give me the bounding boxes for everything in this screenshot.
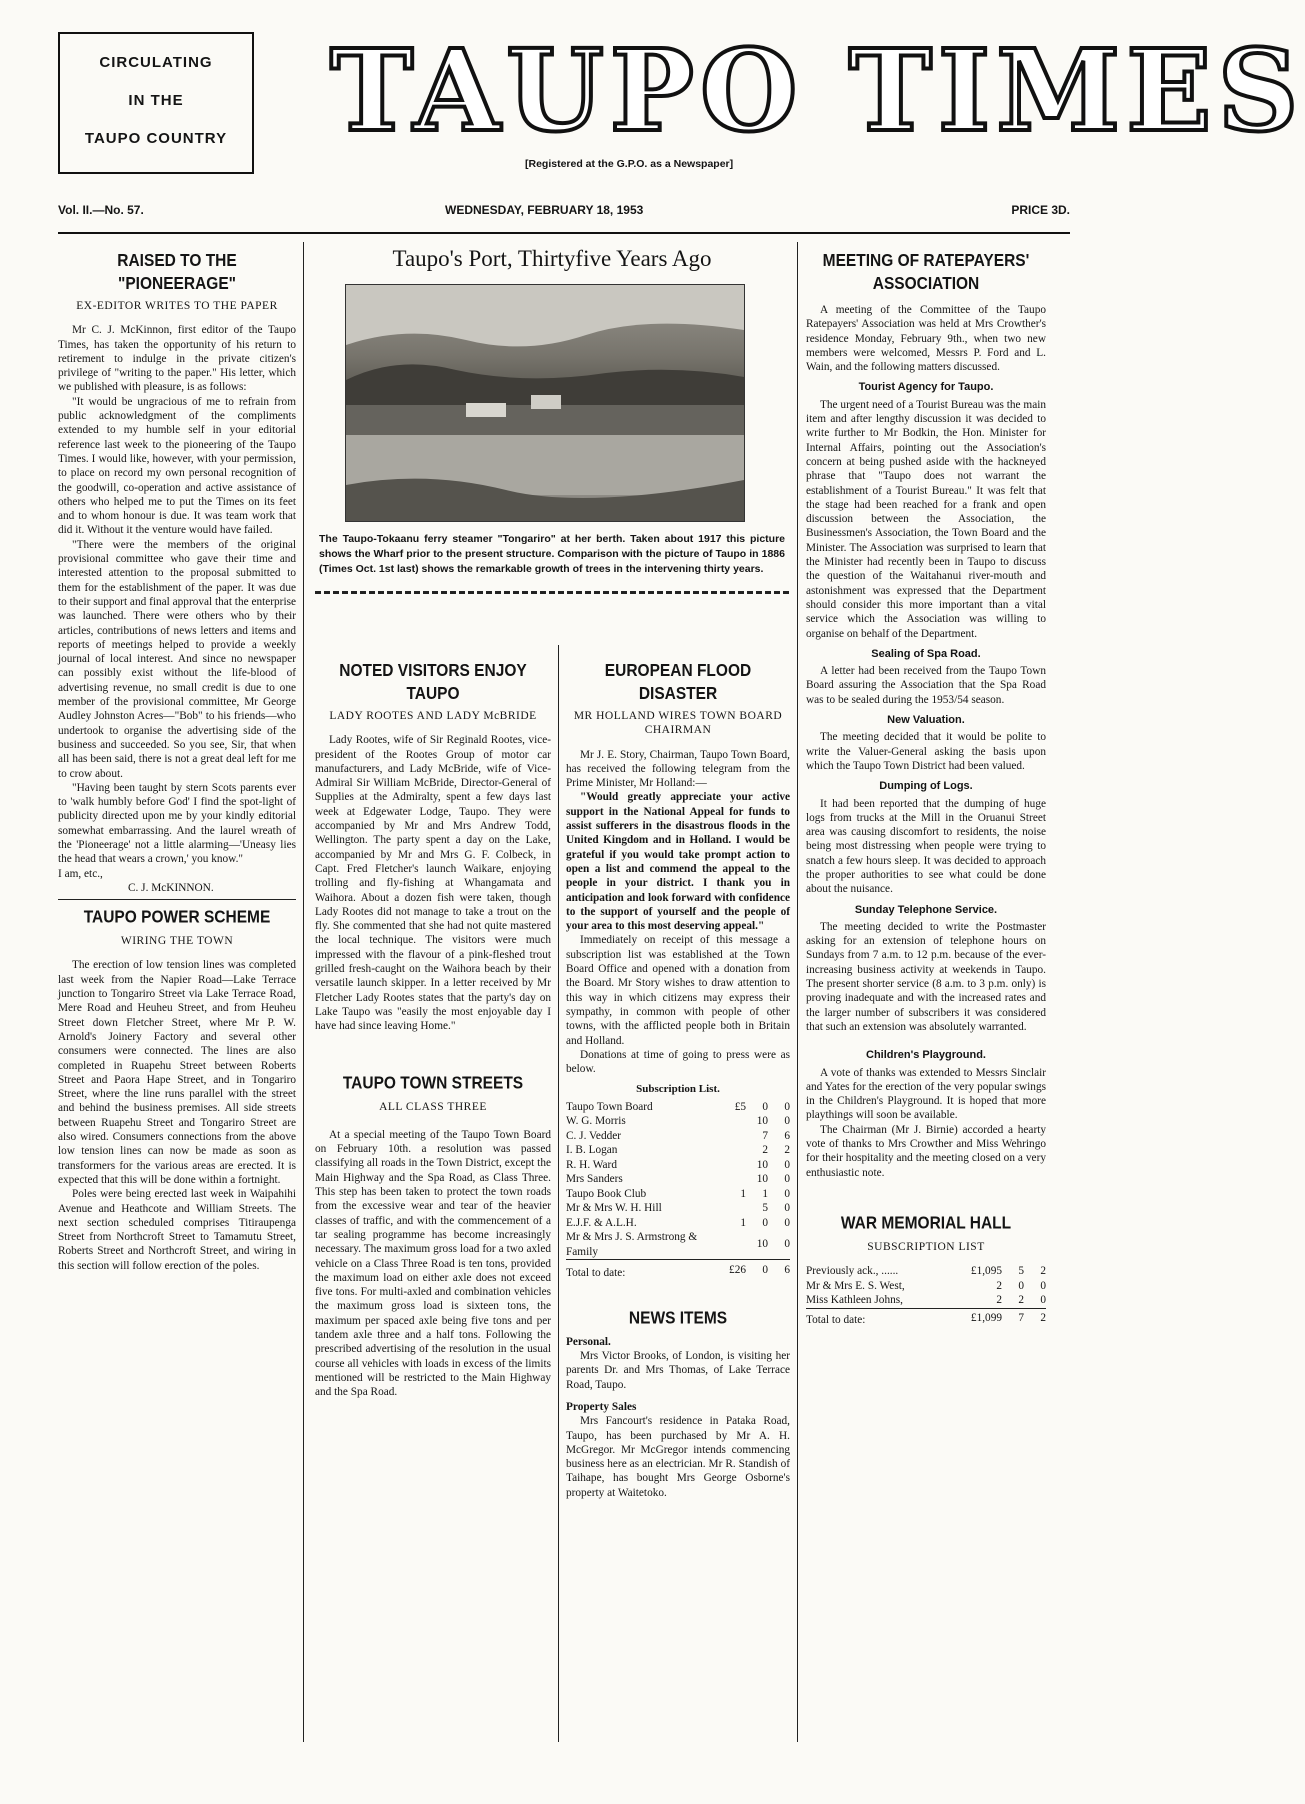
- price: PRICE 3D.: [1011, 203, 1070, 217]
- amount-pounds: [724, 1158, 746, 1173]
- total-row: [806, 1308, 1046, 1327]
- flood-subhead: MR HOLLAND WIRES TOWN BOARD CHAIRMAN: [573, 710, 783, 737]
- article-paragraph: A vote of thanks was extended to Messrs Sinclair and Yates for the erection of the very popular swings in the Children's Playground. It is hoped that more playthings will soon be available.: [806, 1066, 1046, 1122]
- amount-shillings: 0: [762, 1216, 768, 1229]
- shore: [346, 405, 744, 435]
- property-heading: Property Sales: [566, 1400, 637, 1413]
- divider: [58, 899, 296, 900]
- amount-pounds: [724, 1129, 746, 1144]
- amount-shillings: 5: [1018, 1265, 1024, 1278]
- amount-pence: 0: [784, 1158, 790, 1171]
- section-heading: Sunday Telephone Service.: [854, 903, 998, 916]
- article-paragraph: The meeting decided to write the Postmaster asking for an extension of telephone hours on Sundays from 7 a.m. to 12 p.m. because of the ever-increasing business activity at weekends in Taupo. The present shorter service (8 a.m. to 3 p.m. only) is proving inadequate and with the increased rates and the larger number of subscribers it was considered that such an extension was absolutely warranted.: [806, 920, 1046, 1033]
- table-row: [566, 1129, 790, 1144]
- article-paragraph: At a special meeting of the Taupo Town Board on February 10th. a resolution was passed classifying all roads in the Town District, except the Main Highway and the Spa Road, as Class Three. This step has been taken to protect the town roads from the excessive wear and tear of the heavier classes of traffic, and with the commencement of a tar sealing programme has become increasingly necessary. The maximum gross load for a two axled vehicle on a Class Three Road is ten tons, provided the maximum load on either axle does not exceed five tons. For multi-axled and combination vehicles the maximum gross load is sixteen tons, the maximum per spaced axle being five tons and per tandem axle three and a half tons. Following the prescribed advertising of the resolution in the usual course all vehicles with loads in excess of the limits mentioned will be restricted to the Main Highway and the Spa Road.: [315, 1128, 551, 1399]
- article-paragraph: A letter had been received from the Taupo Town Board assuring the Association that the Spa Road was to be sealed during the 1953/54 season.: [806, 665, 1046, 706]
- section-heading: Sealing of Spa Road.: [871, 647, 981, 660]
- article-paragraph: The urgent need of a Tourist Bureau was the main item and after lengthy discussion it was decided to write further to Mr Bodkin, the Hon. Minister for Internal Affairs, pointing out the Association's concern at being pushed aside with the hackneyed phrase that "Taupo does not warrant the establishment of a Tourist Bureau." It was felt that the stage had been reached for a frank and open discussion between the Association, the Businessmen's Association, the Town Board and the Minister. The Association was surprised to learn that the Minister had recently been in Taupo to discuss the question of the Waitahanui river-mouth and astonishment was expressed that the Department should consider this more important than a vital service which the Association was willing to organise on behalf of the Department.: [806, 398, 1046, 640]
- amount-pounds: 2: [996, 1279, 1002, 1292]
- column-4: [806, 245, 1046, 1327]
- amount-pence: 0: [784, 1238, 790, 1251]
- article-paragraph: Poles were being erected last week in Waipahihi Avenue and Heathcote and William Streets. The next section scheduled comprises Titiraupenga Street from Northcroft Street to Tamamutu Street, Roberts Street and Northcroft Street, and wiring in this section will follow erection of the poles.: [58, 1188, 296, 1272]
- amount-pence: 0: [784, 1187, 790, 1200]
- amount-shillings: 10: [756, 1115, 768, 1128]
- amount-pence: 0: [1040, 1279, 1046, 1292]
- table-row: [566, 1114, 790, 1129]
- donor-name: Mrs Sanders: [566, 1173, 623, 1186]
- amount-pounds: [724, 1172, 746, 1187]
- flood-subscription-table: [566, 1100, 790, 1281]
- table-row: [806, 1293, 1046, 1308]
- article-paragraph: Mrs Fancourt's residence in Pataka Road, Taupo, has been purchased by Mr A. H. McGregor. Mr McGregor intends commencing business here as an electrician. Mr R. Standish of Taihape, has bought Mrs George Osborne's property at Waitetoko.: [566, 1415, 790, 1499]
- total-pence: 6: [784, 1264, 790, 1277]
- circulating-line-1: CIRCULATING: [99, 54, 213, 71]
- column-2: [315, 655, 551, 1399]
- amount-pence: 0: [784, 1216, 790, 1229]
- donor-name: I. B. Logan: [566, 1144, 618, 1157]
- volume-number: Vol. II.—No. 57.: [58, 203, 144, 217]
- amount-pounds: [724, 1143, 746, 1158]
- donor-name: Mr & Mrs E. S. West,: [806, 1279, 905, 1292]
- table-row: [566, 1216, 790, 1231]
- amount-pence: 0: [1040, 1294, 1046, 1307]
- column-1: [58, 245, 296, 1273]
- total-row: [566, 1260, 790, 1281]
- amount-pounds: 1: [740, 1187, 746, 1200]
- flood-headline: EUROPEAN FLOOD DISASTER: [604, 661, 752, 704]
- table-row: [566, 1201, 790, 1216]
- total-pence: 2: [1040, 1311, 1046, 1324]
- column-rule-3: [797, 242, 798, 1742]
- amount-pounds: £5: [734, 1100, 746, 1113]
- article-paragraph: The Chairman (Mr J. Birnie) accorded a hearty vote of thanks to Mrs Crowther and Miss Wehringo for their hospitality and the meeting closed on a very enthusiastic note.: [806, 1123, 1046, 1179]
- article-paragraph: Mr C. J. McKinnon, first editor of the Taupo Times, has taken the opportunity of his return to retirement to indulge in the private citizen's privilege of "writing to the paper." His letter, which we published with pleasure, is as follows:: [58, 324, 296, 394]
- article-paragraph: Lady Rootes, wife of Sir Reginald Rootes, vice-president of the Rootes Group of motor car manufacturers, and Lady McBride, wife of Vice-Admiral Sir William McBride, Director-General of Supplies at the Admiralty, spent a few days last week at Edgewater Lodge, Taupo. They were accompanied by Mr and Mrs Andrew Todd, Wellington. The party spent a day on the Lake, accompanied by Mr and Mrs G. F. Colbeck, in Capt. Fred Fletcher's launch Waikare, enjoying trolling and fly-fishing at Whangamata and Waihora. About a dozen fish were taken, though Lady Rootes did not manage to take a trout on the fly. She commented that she had not quite mastered the local technique. The visitors were much impressed with the flavour of a pink-fleshed trout grilled fresh-caught on the Waihora beach by their versatile launch skipper. In a letter received by Mr Fletcher Lady Rootes states that the party's day on Lake Taupo was "easily the most enjoyable day I have had since leaving Home.": [315, 734, 551, 1033]
- amount-shillings: 10: [756, 1158, 768, 1171]
- amount-shillings: 10: [756, 1173, 768, 1186]
- donor-name: C. J. Vedder: [566, 1129, 622, 1142]
- ratepayers-headline: MEETING OF RATEPAYERS' ASSOCIATION: [822, 251, 1030, 294]
- amount-shillings: 7: [762, 1129, 768, 1142]
- donor-name: R. H. Ward: [566, 1158, 617, 1171]
- personal-heading: Personal.: [566, 1335, 611, 1348]
- amount-pounds: [724, 1201, 746, 1216]
- registered-note: [Registered at the G.P.O. as a Newspaper]: [525, 158, 734, 170]
- visitors-subhead: LADY ROOTES AND LADY McBRIDE: [329, 710, 537, 722]
- table-row: [806, 1279, 1046, 1294]
- amount-pence: 0: [784, 1173, 790, 1186]
- circulating-line-3: TAUPO COUNTRY: [84, 130, 228, 147]
- war-memorial-subhead: SUBSCRIPTION LIST: [867, 1240, 985, 1253]
- column-3: [566, 655, 790, 1500]
- sky: [346, 285, 744, 346]
- table-row: [566, 1230, 790, 1260]
- amount-pence: 0: [784, 1115, 790, 1128]
- visitors-headline: NOTED VISITORS ENJOY TAUPO: [339, 661, 527, 704]
- letter-signature: C. J. McKINNON.: [128, 881, 214, 894]
- column-rule-2: [558, 645, 559, 1742]
- article-paragraph: "It would be ungracious of me to refrain from public acknowledgment of the compliments extended to my humble self in your editorial reference last week to the pioneering of the Taupo Times. I would like, however, with your permission, to place on record my own personal recognition of the goodwill, co-operation and active assistance of others who helped me to put the Times on its feet and to whom honour is due. It was team work that did it. Without it the venture would have failed.: [58, 395, 296, 537]
- table-row: [806, 1264, 1046, 1279]
- total-label: Total to date:: [806, 1313, 866, 1326]
- article-paragraph: A meeting of the Committee of the Taupo Ratepayers' Association was held at Mrs Crowther's residence Monday, February 9th., when two new members were welcomed, Messrs P. Ford and L. Wain, and the following matters discussed.: [806, 304, 1046, 374]
- amount-pounds: 1: [740, 1216, 746, 1229]
- power-scheme-headline: TAUPO POWER SCHEME: [83, 907, 271, 928]
- table-row: [566, 1187, 790, 1202]
- ferry-steamer: [466, 403, 506, 417]
- power-scheme-subhead: WIRING THE TOWN: [120, 935, 234, 948]
- article-paragraph: "There were the members of the original provisional committee who gave their time and interested attention to the proposal submitted to them for the establishment of the paper. It was due to their support and final approval that the enterprise was launched. There were others who by their articles, contributions of news letters and items and reports of meetings helped to provide a weekly journal of local interest. And since no newspaper can possibly exist without the life-blood of advertising revenue, no small credit is due to one member of the provisional committee, Mr George Audley Johnston Acres—"Bob" to his friends—who undertook to organise the advertising side of the business and succeeded. So you see, Sir, that when all has been said, there is not a great deal left for me to crow about.: [58, 538, 296, 780]
- amount-shillings: 5: [762, 1202, 768, 1215]
- table-row: [566, 1143, 790, 1158]
- amount-pounds: 2: [996, 1294, 1002, 1307]
- war-memorial-headline: WAR MEMORIAL HALL: [840, 1213, 1012, 1234]
- ferry-photo-art: [346, 285, 744, 521]
- donor-name: Miss Kathleen Johns,: [806, 1294, 903, 1307]
- donor-name: Previously ack., ......: [806, 1265, 899, 1278]
- article-paragraph: The meeting decided that it would be polite to write the Valuer-General asking the basis upon which the Taupo Town District had been valued.: [806, 731, 1046, 772]
- streets-subhead: ALL CLASS THREE: [379, 1100, 487, 1113]
- circulating-line-2: IN THE: [128, 92, 184, 109]
- column-rule-1: [303, 242, 304, 1742]
- total-label: Total to date:: [566, 1267, 626, 1280]
- wharf-shed: [531, 395, 561, 409]
- amount-shillings: 0: [762, 1100, 768, 1113]
- letter-signoff: I am, etc.,: [58, 867, 103, 880]
- amount-pence: 0: [784, 1202, 790, 1215]
- donor-name: E.J.F. & A.L.H.: [566, 1216, 637, 1229]
- donor-name: Taupo Town Board: [566, 1100, 653, 1113]
- total-shillings: 7: [1018, 1311, 1024, 1324]
- amount-shillings: 1: [762, 1187, 768, 1200]
- section-heading: Tourist Agency for Taupo.: [858, 381, 994, 394]
- table-row: [566, 1100, 790, 1115]
- masthead-rule: [58, 232, 1070, 234]
- amount-pence: 2: [1040, 1265, 1046, 1278]
- section-heading: Children's Playground.: [866, 1049, 986, 1062]
- amount-shillings: 0: [1018, 1279, 1024, 1292]
- pioneerage-headline: RAISED TO THE "PIONEERAGE": [117, 251, 237, 294]
- amount-pence: 0: [784, 1100, 790, 1113]
- section-heading: Dumping of Logs.: [879, 780, 973, 793]
- amount-shillings: 2: [762, 1144, 768, 1157]
- amount-shillings: 2: [1018, 1294, 1024, 1307]
- total-pounds: £1,099: [970, 1311, 1002, 1324]
- amount-shillings: 10: [756, 1238, 768, 1251]
- war-memorial-table: [806, 1264, 1046, 1327]
- article-paragraph: Immediately on receipt of this message a subscription list was established at the Town Board Office and opened with a donation from the Board. Mr Story wishes to draw attention to this way in which citizens may express their sympathy, in common with people of other towns, with the afflicted people both in Britain and Holland.: [566, 934, 790, 1047]
- ferry-photo: [345, 284, 745, 522]
- article-paragraph: The erection of low tension lines was completed last week from the Napier Road—Lake Terrace junction to Tongariro Street via Lake Terrace Road, Mere Road and Heuheu Street, and from Heuheu Street down Fletcher Street, where Mr P. W. Arnold's Joinery Factory and several other consumers were connected. The lines are also completed in Ruapehu Street between Roberts Street and Paora Hape Street, and in Tongariro Street, where the line runs parallel with the street and behind the business premises. All side streets between Ruapehu Street and Tongariro Street are also wired. Consumers connections from the above low tension lines can now be made as soon as transformers for the various areas are erected. It is expected that this will be done within a fortnight.: [58, 959, 296, 1186]
- article-paragraph: Donations at time of going to press were as below.: [566, 1048, 790, 1076]
- circulating-box: [58, 32, 254, 174]
- total-shillings: 0: [762, 1264, 768, 1277]
- table-row: [566, 1158, 790, 1173]
- masthead-title-text: TAUPO TIMES: [330, 26, 1305, 157]
- masthead-title: [330, 24, 1305, 160]
- divider: [315, 591, 789, 594]
- photo-caption: The Taupo-Tokaanu ferry steamer "Tongariro" at her berth. Taken about 1917 this picture shows the Wharf prior to the present structure. Comparison with the picture of Taupo in 1886 (Times Oct. 1st last) shows the remarkable growth of trees in the intervening thirty years.: [319, 533, 785, 575]
- donor-name: Mr & Mrs W. H. Hill: [566, 1202, 662, 1215]
- amount-pounds: [724, 1230, 746, 1260]
- amount-pounds: £1,095: [970, 1265, 1002, 1278]
- total-pounds: £26: [729, 1264, 746, 1277]
- amount-pounds: [724, 1114, 746, 1129]
- streets-headline: TAUPO TOWN STREETS: [342, 1073, 524, 1093]
- telegram-text: "Would greatly appreciate your active support in the National Appeal for funds to assist sufferers in the disastrous floods in the United Kingdom and in Holland. I would be grateful if you would take prompt action to open a list and commend the appeal to the people in your district. I thank you in anticipation and look forward with confidence to the support of yourself and the people of your area to this most deserving appeal.": [566, 791, 790, 933]
- photo-feature: [315, 240, 789, 600]
- article-paragraph: It had been reported that the dumping of huge logs from trucks at the Mill in the Oruanui Street area was causing discomfort to residents, the noise being most distressing when people were trying to snatch a few hours sleep. It was decided to approach the proper authorities to see what could be done about the nuisance.: [806, 797, 1046, 896]
- news-items-headline: NEWS ITEMS: [628, 1308, 728, 1328]
- section-heading: New Valuation.: [887, 714, 965, 727]
- subscription-list-title: Subscription List.: [636, 1083, 720, 1096]
- issue-date: WEDNESDAY, FEBRUARY 18, 1953: [445, 203, 644, 217]
- amount-pence: 6: [784, 1129, 790, 1142]
- table-row: [566, 1172, 790, 1187]
- photo-headline: Taupo's Port, Thirtyfive Years Ago: [392, 246, 712, 271]
- article-paragraph: Mrs Victor Brooks, of London, is visiting her parents Dr. and Mrs Thomas, of Lake Terrace Road, Taupo.: [566, 1350, 790, 1391]
- amount-pence: 2: [784, 1144, 790, 1157]
- article-paragraph: Mr J. E. Story, Chairman, Taupo Town Board, has received the following telegram from the Prime Minister, Mr Holland:—: [566, 748, 790, 790]
- donor-name: Mr & Mrs J. S. Armstrong & Family: [566, 1231, 698, 1258]
- pioneerage-subhead: EX-EDITOR WRITES TO THE PAPER: [76, 300, 278, 312]
- dateline: [58, 203, 1070, 223]
- article-paragraph: "Having been taught by stern Scots parents ever to 'walk humbly before God' I find the spot-light of publicity directed upon me by your kindly editorial somewhat embarrassing. And the laurel wreath of the 'Pioneerage' not a little alarming—'Uneasy lies the head that wears a crown,' you know.": [58, 781, 296, 866]
- donor-name: W. G. Morris: [566, 1115, 626, 1128]
- donor-name: Taupo Book Club: [566, 1187, 647, 1200]
